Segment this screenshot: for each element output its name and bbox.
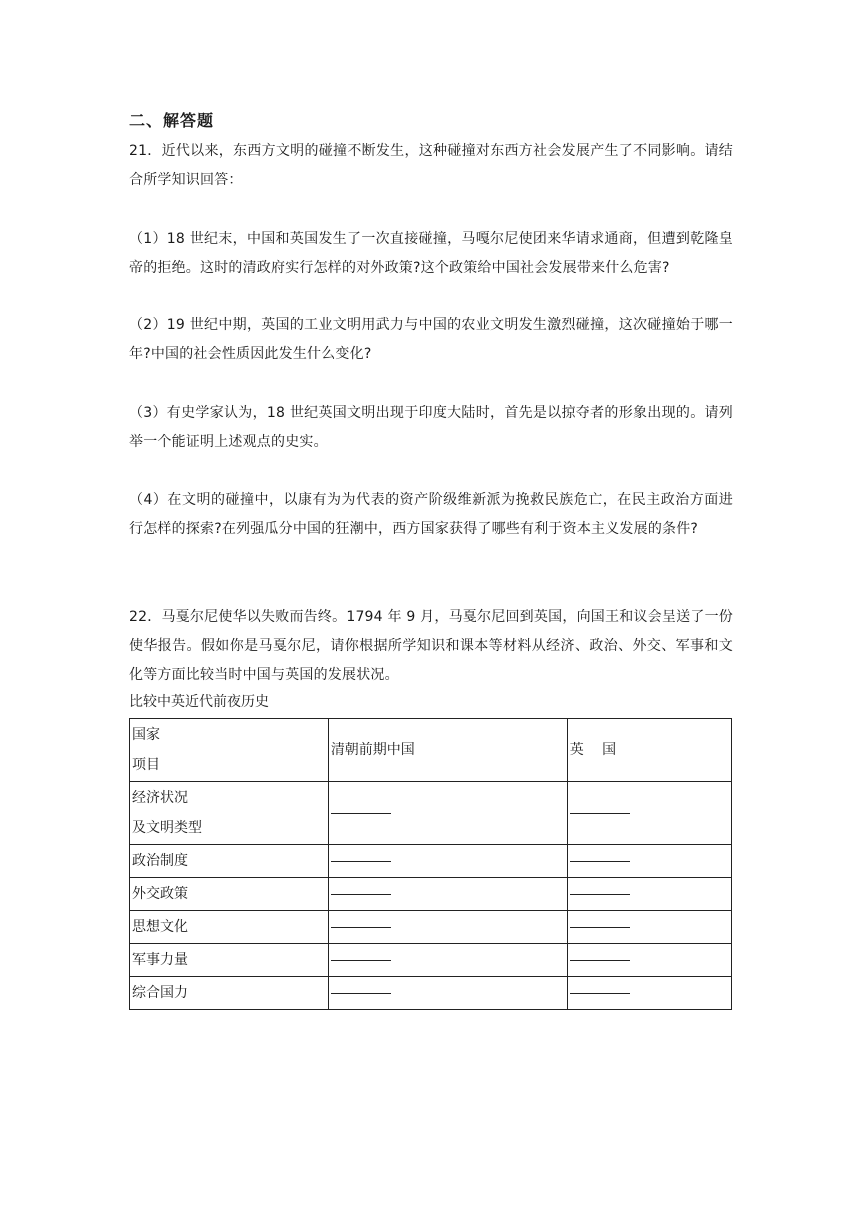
q21-part4: （4）在文明的碰撞中，以康有为为代表的资产阶级维新派为挽救民族危亡，在民主政治方面进行怎样的探索?在列强瓜分中国的狂潮中，西方国家获得了哪些有利于资本主义发展的条件? — [129, 492, 733, 537]
header-corner-country: 国家 — [132, 727, 160, 743]
row-item-label: 思想文化 — [130, 911, 329, 944]
row-item-label: 政治制度 — [130, 845, 329, 878]
table-row — [130, 845, 732, 878]
row-item-label: 综合国力 — [130, 977, 329, 1010]
comparison-table — [129, 718, 732, 1010]
q21-part1: （1）18 世纪末，中国和英国发生了一次直接碰撞，马嘎尔尼使团来华请求通商，但遭到乾隆皇帝的拒绝。这时的清政府实行怎样的对外政策?这个政策给中国社会发展带来什么危害? — [129, 231, 733, 276]
table-row — [130, 911, 732, 944]
row-item-label: 外交政策 — [130, 878, 329, 911]
row-item-cell — [130, 782, 329, 845]
china-answer-blank[interactable] — [328, 845, 567, 878]
uk-answer-blank[interactable] — [567, 911, 731, 944]
table-row — [130, 782, 732, 845]
table-caption: 比较中英近代前夜历史 — [129, 694, 269, 710]
header-corner-cell — [130, 719, 329, 782]
header-uk: 英 国 — [567, 719, 731, 782]
uk-answer-blank[interactable] — [567, 878, 731, 911]
uk-answer-blank[interactable] — [567, 782, 731, 845]
row-item-label: 军事力量 — [130, 944, 329, 977]
china-answer-blank[interactable] — [328, 911, 567, 944]
table-header-row — [130, 719, 732, 782]
q21-part2: （2）19 世纪中期，英国的工业文明用武力与中国的农业文明发生激烈碰撞，这次碰撞始于哪一年?中国的社会性质因此发生什么变化? — [129, 317, 733, 362]
china-answer-blank[interactable] — [328, 977, 567, 1010]
header-corner-item: 项目 — [132, 757, 160, 773]
row-item-label-line2: 及文明类型 — [132, 820, 202, 836]
q22-intro: 22．马戛尔尼使华以失败而告终。1794 年 9 月，马戛尔尼回到英国，向国王和议会呈送了一份使华报告。假如你是马戛尔尼，请你根据所学知识和课本等材料从经济、政治、外交、军事和文化等方面比较当时中国与英国的发展状况。 — [129, 609, 733, 683]
row-item-label: 经济状况 — [132, 790, 188, 806]
table-row — [130, 977, 732, 1010]
section-title: 二、解答题 — [129, 111, 215, 130]
q21-intro: 21．近代以来，东西方文明的碰撞不断发生，这种碰撞对东西方社会发展产生了不同影响。请结合所学知识回答： — [129, 143, 733, 188]
china-answer-blank[interactable] — [328, 782, 567, 845]
header-china: 清朝前期中国 — [328, 719, 567, 782]
table-row — [130, 944, 732, 977]
q21-part3: （3）有史学家认为，18 世纪英国文明出现于印度大陆时，首先是以掠夺者的形象出现的。请列举一个能证明上述观点的史实。 — [129, 405, 733, 450]
china-answer-blank[interactable] — [328, 944, 567, 977]
uk-answer-blank[interactable] — [567, 944, 731, 977]
china-answer-blank[interactable] — [328, 878, 567, 911]
uk-answer-blank[interactable] — [567, 845, 731, 878]
uk-answer-blank[interactable] — [567, 977, 731, 1010]
table-row — [130, 878, 732, 911]
